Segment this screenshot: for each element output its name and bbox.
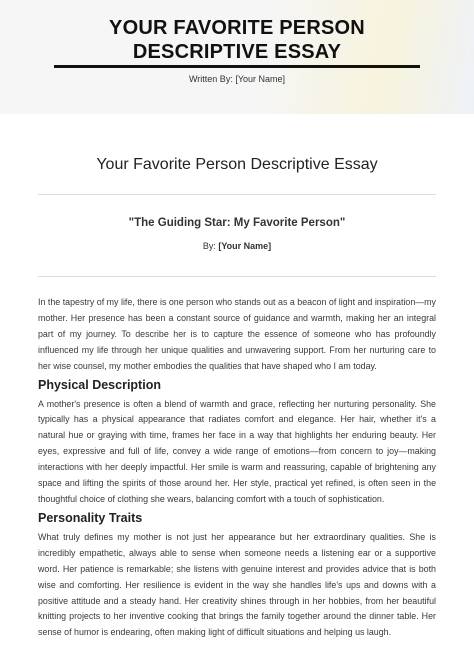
divider-bottom bbox=[38, 276, 436, 277]
personality-traits-heading: Personality Traits bbox=[38, 510, 143, 525]
intro-paragraph: In the tapestry of my life, there is one person who stands out as a beacon of light and inspiration—my mother. Her presence has been a constant source of guidance and warmth, making her an integral part of my journey. To describe her is to capture the essence of someone who has profoundly influenced my life through her unique qualities and unwavering support. From her nurturing care to her wise counsel, my mother embodies the qualities that have shaped who I am today. bbox=[38, 297, 436, 371]
personality-traits-paragraph: What truly defines my mother is not just her appearance but her extraordinary qualities. She is incredibly empathetic, always able to sense when someone needs a listening ear or a supportive word. Her patience is remarkable; she listens with genuine interest and provides advice that is both wise and comforting. Her resilience is evident in the way she handles life's ups and downs with a positive attitude and a steady hand. Her creativity shines through in her hobbies, from her beautiful knitting projects to her inventive cooking that brings the family together around the dinner table. Her sense of humor is endearing, often making light of difficult situations and helping us laugh. bbox=[38, 531, 436, 638]
banner-title-line2: DESCRIPTIVE ESSAY bbox=[132, 41, 342, 63]
physical-description-heading: Physical Description bbox=[38, 377, 161, 392]
document-title: Your Favorite Person Descriptive Essay bbox=[96, 156, 378, 173]
essay-body bbox=[38, 295, 436, 641]
author-name: [Your Name] bbox=[218, 241, 272, 251]
essay-title: "The Guiding Star: My Favorite Person" bbox=[128, 217, 346, 229]
header-banner bbox=[0, 0, 474, 114]
banner-title-line1: YOUR FAVORITE PERSON bbox=[109, 17, 365, 39]
physical-description-paragraph: A mother's presence is often a blend of warmth and grace, reflecting her nurturing personality. She typically has a physical appearance that radiates comfort and elegance. Her hair, whether it's a natural hue or graying with time, frames her face in a way that highlights her enduring beauty. Her eyes, expressive and full of life, convey a wide range of emotions—from concern to joy—making interactions with her deeply impactful. Her smile is warm and reassuring, capable of brightening any space and lifting the spirits of those around her. Her style, practical yet refined, is often seen in the thoughtful choice of clothing she wears, balancing comfort with a touch of sophistication. bbox=[38, 398, 436, 504]
by-label: By: bbox=[202, 241, 216, 251]
written-by: Written By: [Your Name] bbox=[188, 74, 286, 84]
banner-divider bbox=[54, 65, 420, 68]
byline bbox=[0, 241, 474, 251]
divider-top bbox=[38, 194, 436, 195]
